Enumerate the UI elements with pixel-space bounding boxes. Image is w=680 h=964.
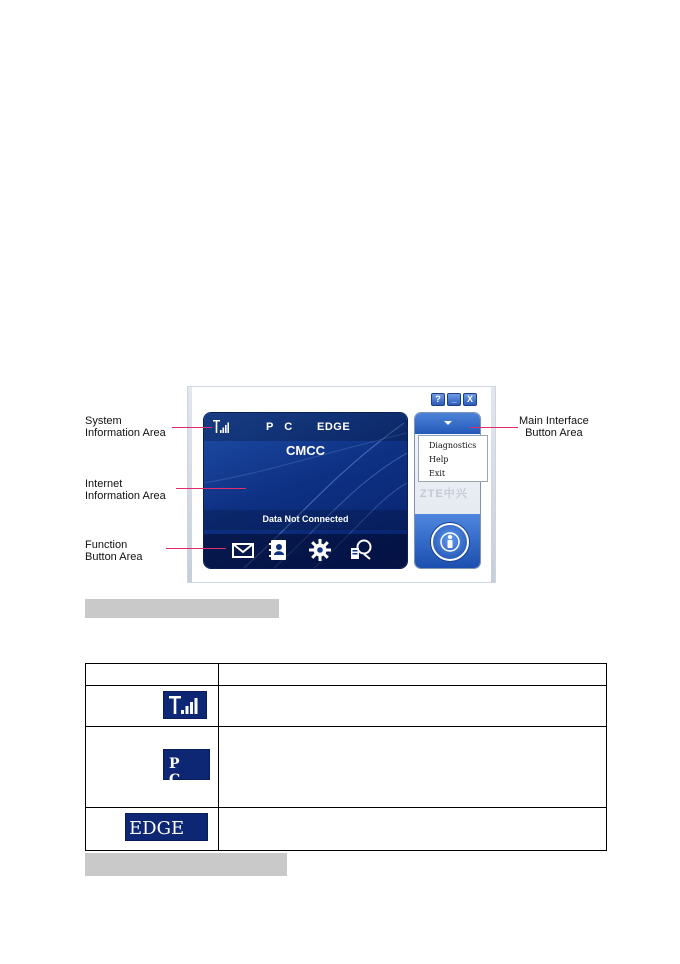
indicator-table	[85, 663, 607, 851]
callout-line-2: Information Area	[85, 427, 166, 439]
callout-internet-info	[85, 478, 166, 502]
callout-pointer	[166, 548, 226, 549]
callout-system-info	[85, 415, 166, 439]
callout-line-2: Information Area	[85, 490, 166, 502]
table-signal-icon-box	[163, 691, 207, 719]
system-information-bar	[204, 413, 407, 441]
table-rule	[85, 850, 607, 851]
dropdown-menu	[418, 435, 488, 482]
window-left-edge	[188, 387, 192, 582]
brand-watermark: ZTE中兴	[420, 488, 468, 500]
connect-button[interactable]	[431, 523, 469, 561]
support-headset-icon[interactable]	[349, 538, 373, 562]
main-panel	[204, 413, 407, 568]
table-rule	[85, 663, 607, 664]
signal-strength-icon	[164, 692, 206, 718]
callout-pointer	[176, 488, 246, 489]
table-rule	[85, 726, 607, 727]
table-caption-bar	[85, 853, 287, 876]
close-button[interactable]: X	[463, 393, 477, 406]
connection-status: Data Not Connected	[262, 514, 349, 524]
contacts-book-icon[interactable]	[266, 538, 290, 562]
window-right-edge	[491, 387, 495, 582]
callout-line-2: Button Area	[85, 551, 143, 563]
menu-item-diagnostics[interactable]: Diagnostics	[429, 441, 477, 450]
table-rule	[85, 685, 607, 686]
help-button[interactable]: ?	[431, 393, 445, 406]
callout-pointer	[470, 427, 518, 428]
menu-item-help[interactable]: Help	[429, 455, 449, 464]
envelope-icon[interactable]	[231, 538, 255, 562]
pc-indicator: P C	[266, 421, 297, 433]
table-pc-icon-box	[163, 749, 210, 788]
chevron-down-icon[interactable]	[444, 421, 452, 425]
pc-indicator: P C	[169, 756, 191, 788]
callout-line-2: Button Area	[525, 427, 583, 439]
callout-line-1: Function	[85, 539, 128, 551]
callout-pointer	[172, 427, 212, 428]
figure-caption-bar	[85, 599, 279, 618]
gear-icon[interactable]	[308, 538, 332, 562]
dropdown-header[interactable]	[415, 413, 480, 434]
callout-function-buttons	[85, 539, 143, 563]
menu-item-exit[interactable]: Exit	[429, 469, 446, 478]
network-type-label: EDGE	[129, 818, 185, 839]
network-type-label: EDGE	[317, 421, 351, 433]
operator-name: CMCC	[286, 443, 325, 458]
table-edge-icon-box	[125, 813, 208, 841]
table-rule	[218, 663, 219, 851]
minimize-button[interactable]: _	[447, 393, 461, 406]
callout-line-1: System	[85, 415, 122, 427]
callout-main-interface	[519, 415, 589, 439]
signal-strength-icon	[213, 420, 229, 433]
connect-icon	[435, 527, 465, 557]
table-rule	[85, 807, 607, 808]
callout-line-1: Internet	[85, 478, 123, 490]
table-rule	[85, 663, 86, 851]
callout-line-1: Main Interface	[519, 415, 589, 427]
table-rule	[606, 663, 607, 851]
